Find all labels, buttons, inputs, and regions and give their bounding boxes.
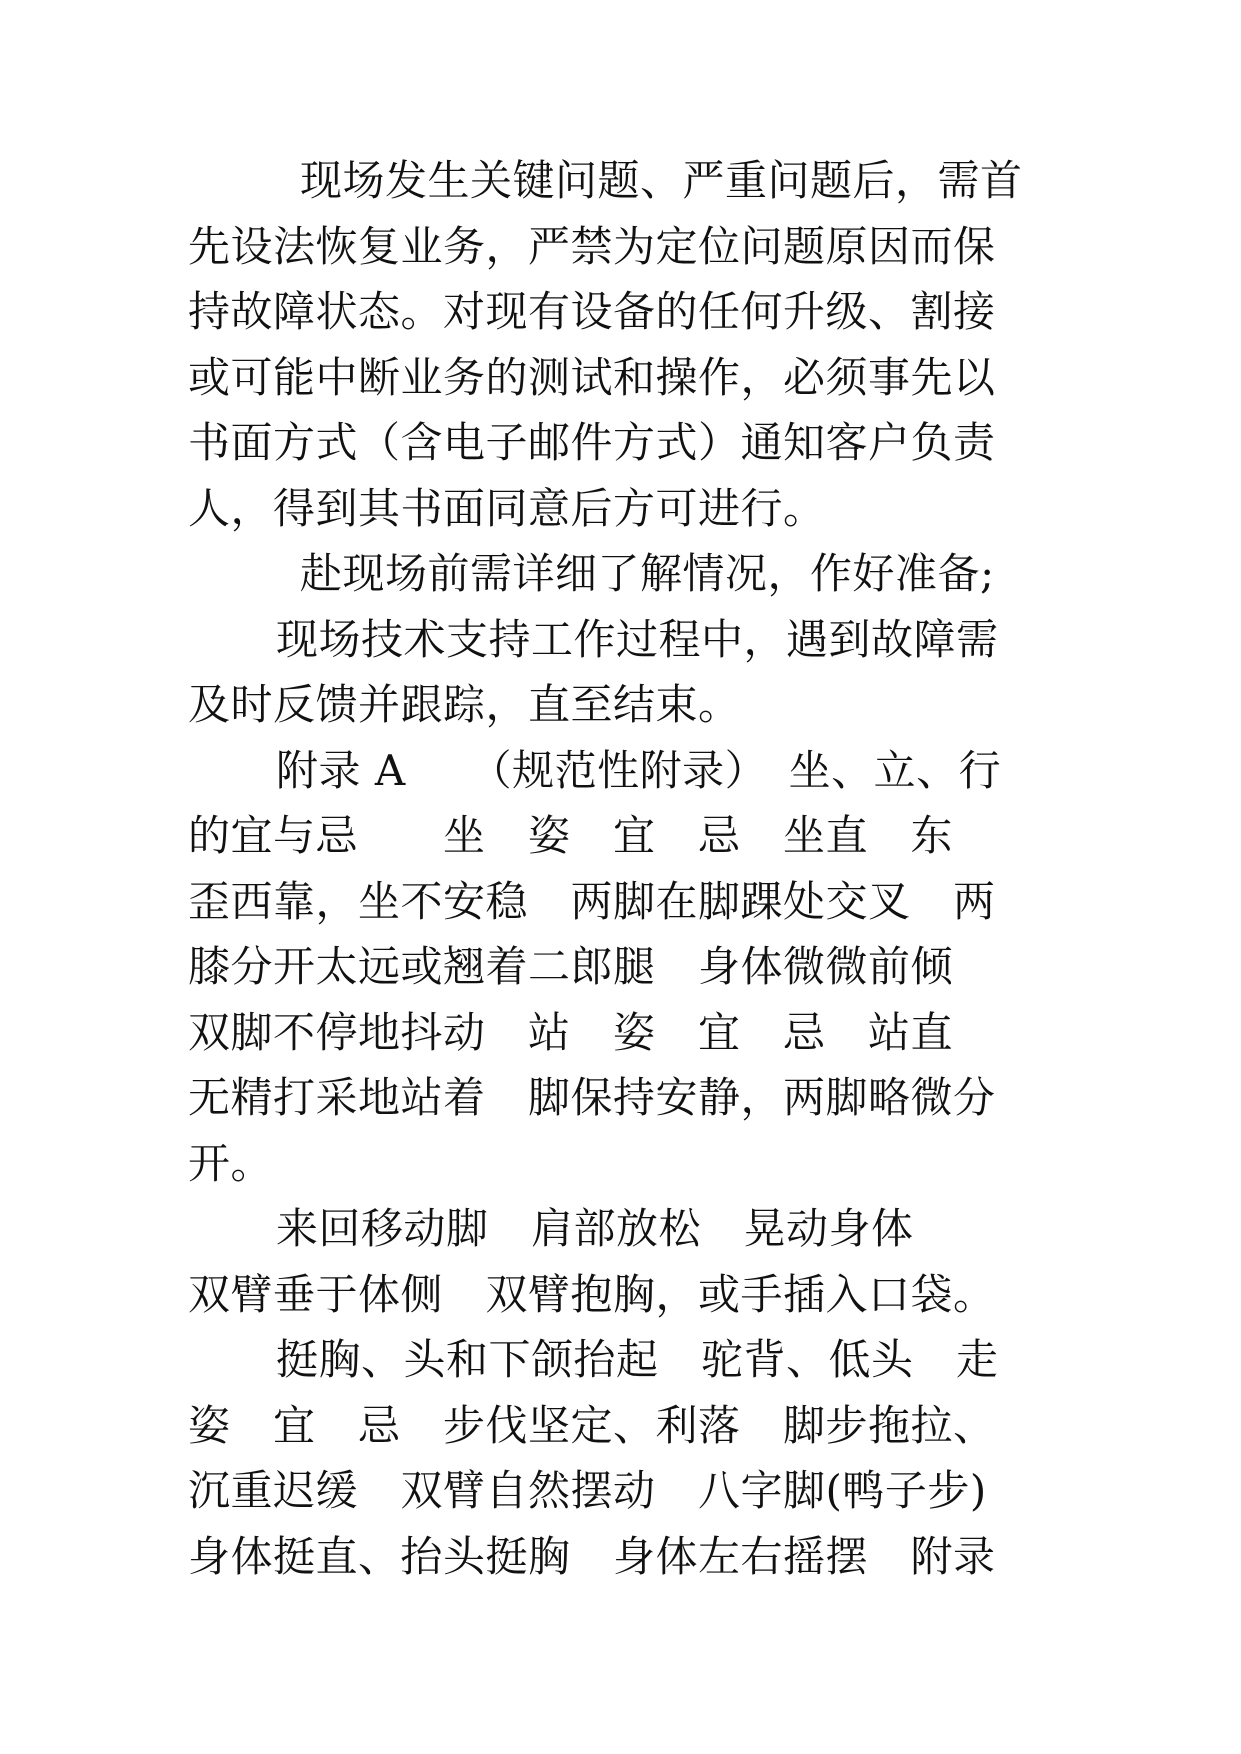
text-line: 挺胸、头和下颌抬起 驼背、低头 走 — [276, 1335, 999, 1384]
text-line: 膝分开太远或翘着二郎腿 身体微微前倾 — [188, 942, 954, 991]
text-line: 持故障状态。对现有设备的任何升级、割接 — [188, 287, 996, 336]
text-line: 沉重迟缓 双臂自然摆动 八字脚(鸭子步) — [188, 1466, 987, 1515]
text-line: 来回移动脚 肩部放松 晃动身体 — [276, 1204, 914, 1253]
text-line: 书面方式（含电子邮件方式）通知客户负责 — [188, 418, 996, 467]
body-text — [188, 148, 1088, 1589]
text-line: 现场发生关键问题、严重问题后，需首 — [300, 156, 1023, 205]
text-line: 无精打采地站着 脚保持安静，两脚略微分 — [188, 1073, 996, 1122]
text-line: 及时反馈并跟踪，直至结束。 — [188, 680, 741, 729]
text-line: 先设法恢复业务，严禁为定位问题原因而保 — [188, 221, 996, 271]
text-line: 赴现场前需详细了解情况，作好准备; — [300, 549, 995, 598]
text-line: 附录 A （规范性附录） 坐、立、行 — [276, 745, 1002, 795]
text-line: 人，得到其书面同意后方可进行。 — [188, 483, 826, 533]
text-line: 双臂垂于体侧 双臂抱胸，或手插入口袋。 — [188, 1269, 996, 1319]
text-line: 身体挺直、抬头挺胸 身体左右摇摆 附录 — [188, 1531, 996, 1581]
text-line: 或可能中断业务的测试和操作，必须事先以 — [188, 352, 996, 402]
text-line: 开。 — [188, 1138, 274, 1188]
text-line: 现场技术支持工作过程中，遇到故障需 — [276, 614, 999, 664]
text-line: 的宜与忌 坐 姿 宜 忌 坐直 东 — [188, 811, 954, 860]
text-line: 双脚不停地抖动 站 姿 宜 忌 站直 — [188, 1007, 954, 1057]
text-line: 歪西靠，坐不安稳 两脚在脚踝处交叉 两 — [188, 876, 996, 926]
text-line: 姿 宜 忌 步伐坚定、利落 脚步拖拉、 — [188, 1400, 996, 1450]
